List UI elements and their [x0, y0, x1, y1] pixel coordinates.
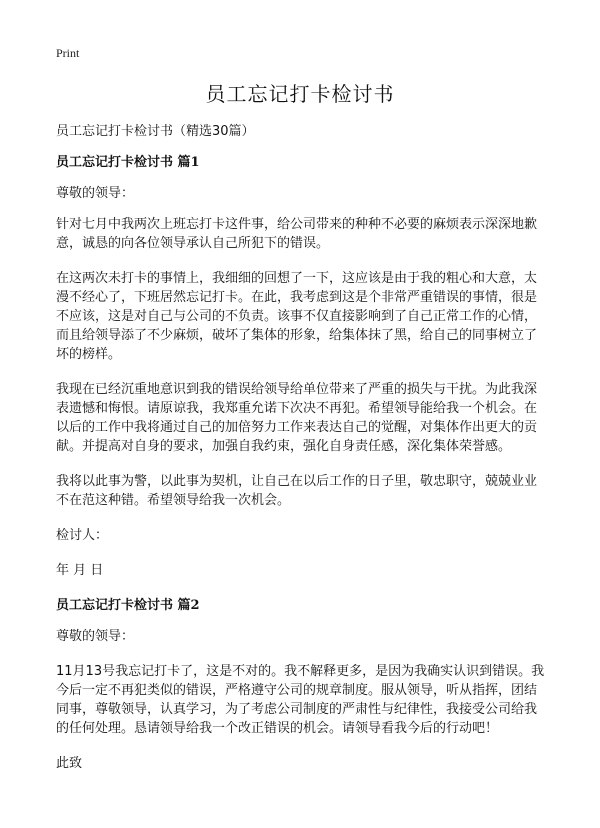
salutation-1: 尊敬的领导：	[56, 186, 135, 201]
closing-line: 此致	[56, 756, 83, 771]
paragraph-1-2: 在这两次未打卡的事情上，我细细的回想了一下，这应该是由于我的粗心和大意，太漫不经心了，下班居然忘记打卡。在此，我考虑到这是个非常严重错误的事情，很是不应该，这是对自己与公司的不负责。该事不仅直接影响到了自己正常工作的心情，而且给领导添了不少麻烦，破坏了集体的形象，给集体抹了黑，给自己的同事树立了坏的榜样。	[56, 271, 538, 362]
paragraph-2-1: 11月13号我忘记打卡了，这是不对的。我不解释更多，是因为我确实认识到错误。我今后一定不再犯类似的错误，严格遵守公司的规章制度。服从领导，听从指挥，团结同事，尊敬领导，认真学习，为了考虑公司制度的严肃性与纪律性，我接受公司给我的任何处理。恳请领导给我一个改正错误的机会。请领导看我今后的行动吧！	[56, 664, 545, 736]
page-title: 员工忘记打卡检讨书	[205, 82, 395, 106]
signer-line: 检讨人：	[56, 528, 109, 543]
section-heading-1: 员工忘记打卡检讨书 篇1	[56, 155, 200, 170]
salutation-2: 尊敬的领导：	[56, 629, 135, 644]
paragraph-1-4: 我将以此事为警，以此事为契机，让自己在以后工作的日子里，敬忠职守，兢兢业业不在范这种错。希望领导给我一次机会。	[56, 474, 538, 508]
section-heading-2: 员工忘记打卡检讨书 篇2	[56, 598, 200, 613]
paragraph-1-1: 针对七月中我两次上班忘打卡这件事，给公司带来的种种不必要的麻烦表示深深地歉意，诚恳的向各位领导承认自己所犯下的错误。	[56, 217, 538, 251]
date-line: 年 月 日	[56, 563, 104, 578]
document-subtitle: 员工忘记打卡检讨书（精选30篇）	[56, 124, 255, 139]
print-link[interactable]: Print	[56, 46, 80, 60]
paragraph-1-3: 我现在已经沉重地意识到我的错误给领导给单位带来了严重的损失与干扰。为此我深表遗憾和悔恨。请原谅我，我郑重允诺下次决不再犯。希望领导能给我一个机会。在以后的工作中我将通过自己的加倍努力工作来表达自己的觉醒，对集体作出更大的贡献。并提高对自身的要求，加强自我约束，强化自身责任感，深化集体荣誉感。	[56, 382, 538, 454]
document-body	[56, 122, 546, 773]
